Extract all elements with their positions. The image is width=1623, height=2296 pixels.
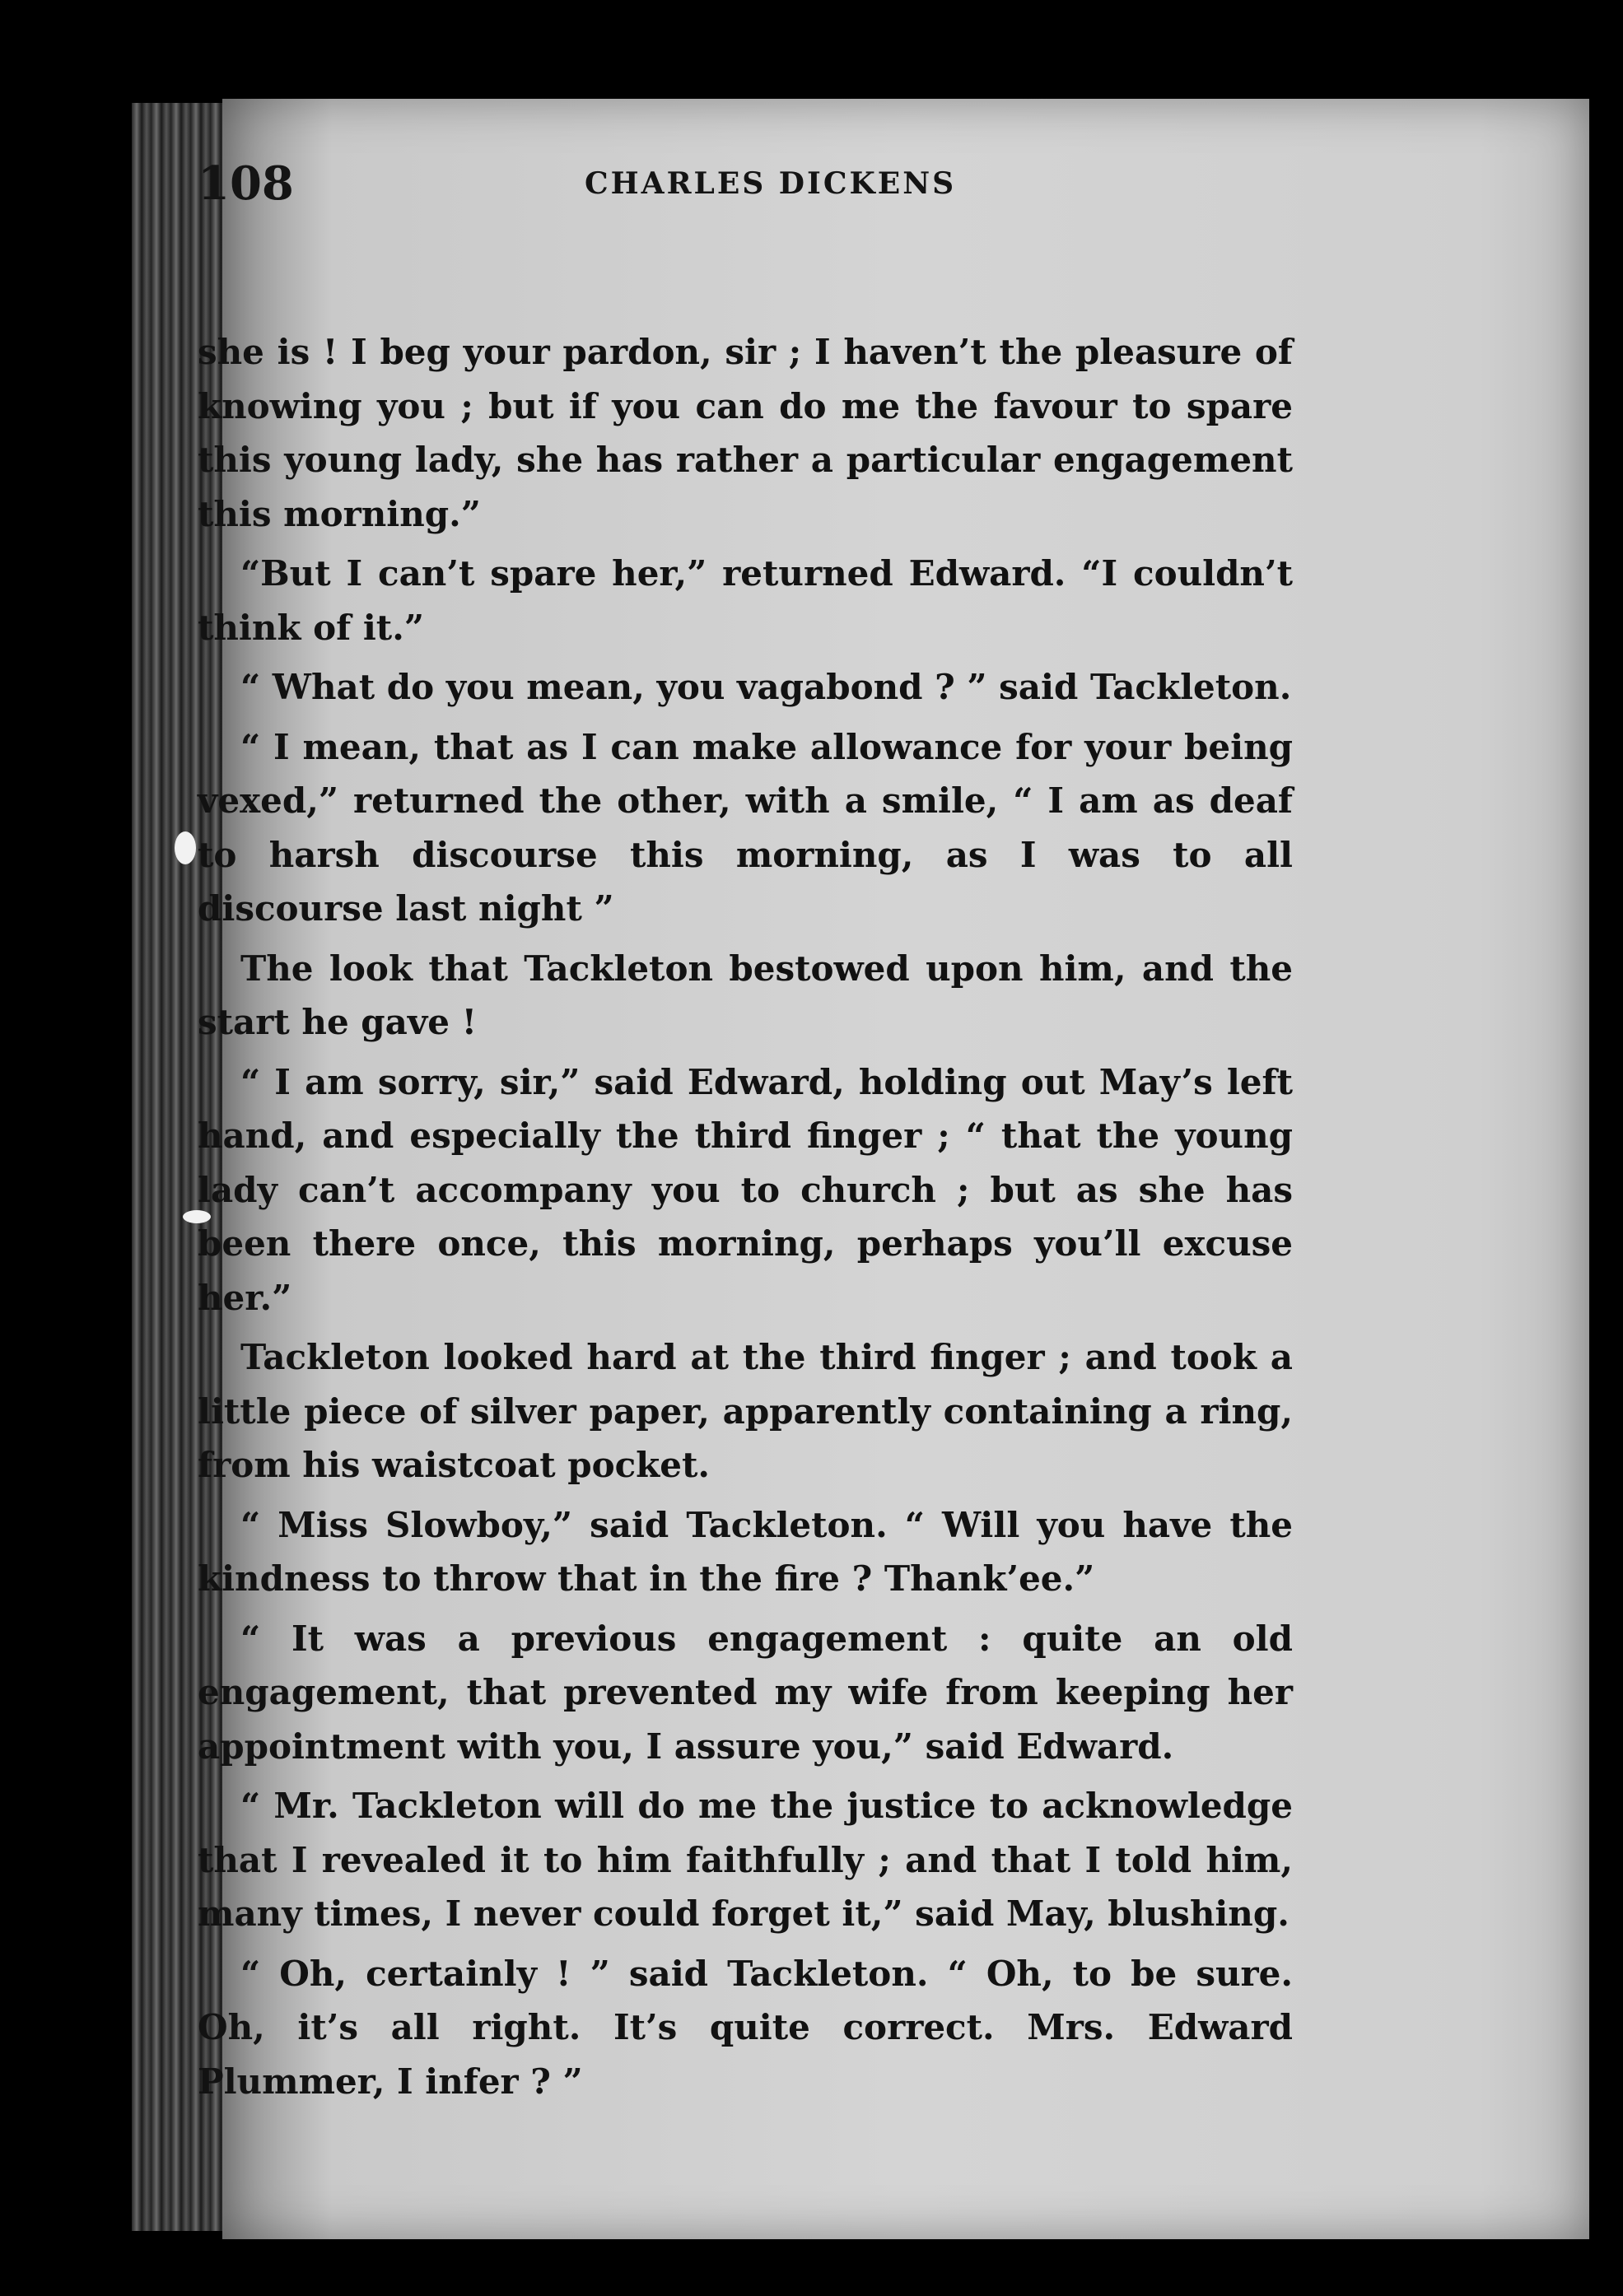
paragraph: Tackleton looked hard at the third finger ; and took a little piece of silver paper, apparently containing a ring, from his waistcoat pocket. (198, 1337, 1293, 1485)
paragraph: “ I am sorry, sir,” said Edward, holding out May’s left hand, and especially the third finger ; “ that the young lady can’t accompany you to church ; but as she has been there once, this morning, perhaps you’ll excuse her.” (198, 1061, 1293, 1318)
paragraph: “ What do you mean, you vagabond ? ” said Tackleton. (240, 667, 1292, 707)
paragraph: “ Mr. Tackleton will do me the justice to acknowledge that I revealed it to him faithfully ; and that I told him, many times, I never could forget it,” said May, blushing. (198, 1786, 1293, 1934)
paragraph: “ Oh, certainly ! ” said Tackleton. “ Oh, to be sure. Oh, it’s all right. It’s quite correct. Mrs. Edward Plummer, I infer ? ” (198, 1953, 1293, 2102)
paragraph: The look that Tackleton bestowed upon him, and the start he gave ! (198, 948, 1293, 1042)
running-head: CHARLES DICKENS (585, 166, 957, 201)
page-number: 108 (198, 156, 294, 211)
paragraph: “ I mean, that as I can make allowance for your being vexed,” returned the other, with a smile, “ I am as deaf to harsh discourse this morning, as I was to all discourse last night ” (198, 726, 1293, 929)
page-header (198, 156, 1153, 222)
paragraph: “ Miss Slowboy,” said Tackleton. “ Will you have the kindness to throw that in the fire ? Thank’ee.” (198, 1504, 1293, 1599)
paper-speck (175, 831, 196, 864)
paragraph: she is ! I beg your pardon, sir ; I haven’t the pleasure of knowing you ; but if you can do me the favour to spare this young lady, she has rather a particular engagement this morning.” (198, 332, 1293, 534)
paragraph: “But I can’t spare her,” returned Edward. “I couldn’t think of it.” (198, 553, 1293, 648)
paragraph: “ It was a previous engagement : quite an old engagement, that prevented my wife from keeping her appointment with you, I assure you,” said Edward. (198, 1618, 1293, 1767)
page-body-text (198, 325, 1293, 2114)
